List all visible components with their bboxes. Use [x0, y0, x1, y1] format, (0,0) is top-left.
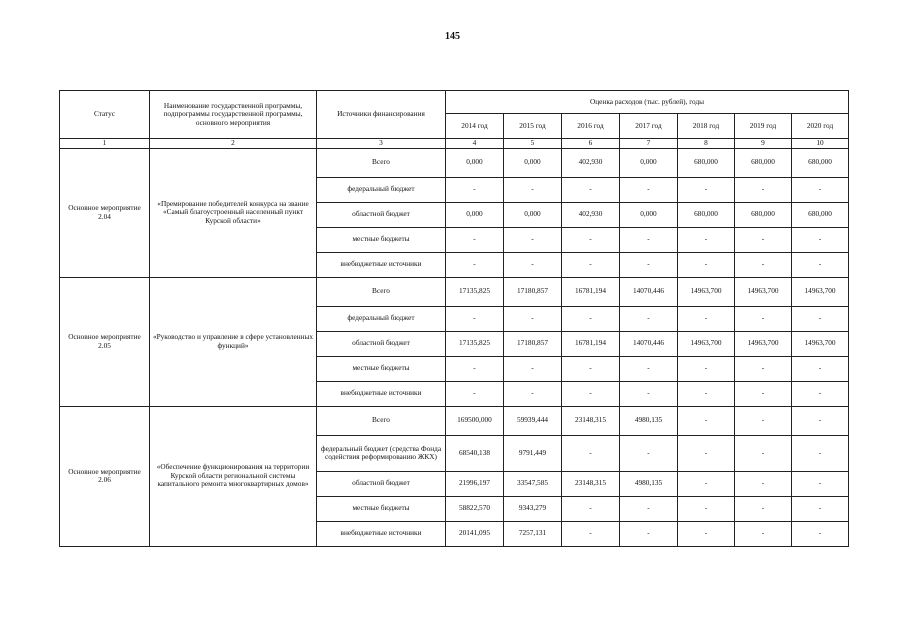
page-number: 145	[445, 31, 460, 42]
value-cell: 16781,194	[562, 331, 620, 356]
value-cell: -	[446, 381, 504, 406]
value-cell: -	[678, 356, 735, 381]
value-cell: -	[792, 496, 849, 521]
value-cell: 680,000	[735, 148, 792, 177]
value-cell: 680,000	[678, 148, 735, 177]
value-cell: -	[620, 381, 678, 406]
value-cell: -	[504, 381, 562, 406]
program-name-cell: «Обеспечение функционирования на территории Курской области региональной системы капитального ремонта многоквартирных домов»	[150, 406, 317, 546]
value-cell: 33547,585	[504, 471, 562, 496]
value-cell: -	[735, 406, 792, 435]
value-cell: 7257,131	[504, 521, 562, 546]
funding-source-cell: областной бюджет	[317, 471, 446, 496]
value-cell: 14963,700	[792, 277, 849, 306]
value-cell: -	[792, 471, 849, 496]
value-cell: -	[792, 521, 849, 546]
status-cell: Основное мероприятие 2.06	[60, 406, 150, 546]
value-cell: -	[678, 306, 735, 331]
value-cell: -	[562, 521, 620, 546]
value-cell: -	[620, 177, 678, 202]
column-number: 4	[446, 139, 504, 149]
header-year: 2017 год	[620, 114, 678, 139]
value-cell: -	[504, 356, 562, 381]
column-numbers-row	[60, 139, 849, 149]
value-cell: 23148,315	[562, 406, 620, 435]
value-cell: 17135,825	[446, 331, 504, 356]
value-cell: 0,000	[446, 202, 504, 227]
value-cell: 17180,857	[504, 331, 562, 356]
funding-source-cell: областной бюджет	[317, 331, 446, 356]
budget-table	[59, 90, 849, 547]
column-number: 8	[678, 139, 735, 149]
value-cell: 14070,446	[620, 277, 678, 306]
value-cell: 169500,000	[446, 406, 504, 435]
value-cell: -	[792, 406, 849, 435]
value-cell: 14963,700	[735, 277, 792, 306]
value-cell: -	[678, 521, 735, 546]
value-cell: -	[562, 177, 620, 202]
value-cell: 14963,700	[678, 277, 735, 306]
value-cell: -	[678, 177, 735, 202]
value-cell: -	[735, 471, 792, 496]
value-cell: -	[735, 356, 792, 381]
funding-source-cell: внебюджетные источники	[317, 381, 446, 406]
value-cell: 0,000	[446, 148, 504, 177]
table-row	[60, 277, 849, 306]
value-cell: 680,000	[792, 148, 849, 177]
value-cell: 14963,700	[678, 331, 735, 356]
funding-source-cell: федеральный бюджет (средства Фонда содействия реформированию ЖКХ)	[317, 435, 446, 471]
column-number: 7	[620, 139, 678, 149]
header-status: Статус	[60, 91, 150, 139]
value-cell: -	[678, 471, 735, 496]
column-number: 3	[317, 139, 446, 149]
value-cell: 17135,825	[446, 277, 504, 306]
value-cell: -	[620, 496, 678, 521]
value-cell: 0,000	[620, 148, 678, 177]
value-cell: -	[735, 381, 792, 406]
value-cell: -	[446, 356, 504, 381]
header-year: 2018 год	[678, 114, 735, 139]
funding-source-cell: федеральный бюджет	[317, 306, 446, 331]
value-cell: -	[735, 252, 792, 277]
funding-source-cell: местные бюджеты	[317, 227, 446, 252]
value-cell: -	[562, 496, 620, 521]
value-cell: 402,930	[562, 148, 620, 177]
value-cell: -	[792, 356, 849, 381]
value-cell: 9791,449	[504, 435, 562, 471]
value-cell: 4980,135	[620, 471, 678, 496]
value-cell: -	[792, 227, 849, 252]
value-cell: -	[678, 227, 735, 252]
value-cell: -	[562, 227, 620, 252]
value-cell: -	[735, 496, 792, 521]
header-year: 2015 год	[504, 114, 562, 139]
value-cell: -	[678, 496, 735, 521]
header-year: 2016 год	[562, 114, 620, 139]
value-cell: 21996,197	[446, 471, 504, 496]
value-cell: -	[735, 227, 792, 252]
value-cell: 0,000	[504, 202, 562, 227]
funding-source-cell: внебюджетные источники	[317, 521, 446, 546]
value-cell: -	[504, 252, 562, 277]
value-cell: 14070,446	[620, 331, 678, 356]
value-cell: -	[735, 435, 792, 471]
funding-source-cell: Всего	[317, 277, 446, 306]
funding-source-cell: внебюджетные источники	[317, 252, 446, 277]
value-cell: -	[735, 521, 792, 546]
status-cell: Основное мероприятие 2.04	[60, 148, 150, 277]
value-cell: 0,000	[504, 148, 562, 177]
column-number: 5	[504, 139, 562, 149]
header-row	[60, 91, 849, 114]
column-number: 2	[150, 139, 317, 149]
funding-source-cell: местные бюджеты	[317, 496, 446, 521]
value-cell: -	[620, 306, 678, 331]
column-number: 1	[60, 139, 150, 149]
value-cell: -	[792, 381, 849, 406]
value-cell: -	[735, 177, 792, 202]
status-cell: Основное мероприятие 2.05	[60, 277, 150, 406]
value-cell: -	[562, 356, 620, 381]
value-cell: 58822,570	[446, 496, 504, 521]
value-cell: -	[504, 177, 562, 202]
table-row	[60, 148, 849, 177]
value-cell: -	[678, 381, 735, 406]
value-cell: -	[620, 521, 678, 546]
value-cell: -	[792, 435, 849, 471]
value-cell: 680,000	[792, 202, 849, 227]
value-cell: -	[620, 435, 678, 471]
value-cell: -	[792, 252, 849, 277]
value-cell: -	[735, 306, 792, 331]
value-cell: 680,000	[735, 202, 792, 227]
funding-source-cell: Всего	[317, 148, 446, 177]
value-cell: 402,930	[562, 202, 620, 227]
value-cell: 4980,135	[620, 406, 678, 435]
value-cell: 23148,315	[562, 471, 620, 496]
header-year: 2020 год	[792, 114, 849, 139]
program-name-cell: «Руководство и управление в сфере установленных функций»	[150, 277, 317, 406]
funding-source-cell: Всего	[317, 406, 446, 435]
value-cell: -	[562, 252, 620, 277]
value-cell: -	[562, 381, 620, 406]
value-cell: 9343,279	[504, 496, 562, 521]
value-cell: 16781,194	[562, 277, 620, 306]
value-cell: -	[504, 227, 562, 252]
value-cell: 14963,700	[792, 331, 849, 356]
table-row	[60, 406, 849, 435]
value-cell: 68540,138	[446, 435, 504, 471]
value-cell: -	[620, 356, 678, 381]
value-cell: -	[678, 252, 735, 277]
value-cell: 17180,857	[504, 277, 562, 306]
value-cell: -	[792, 177, 849, 202]
header-expense-estimate: Оценка расходов (тыс. рублей), годы	[446, 91, 849, 114]
header-year: 2019 год	[735, 114, 792, 139]
value-cell: -	[678, 435, 735, 471]
value-cell: 14963,700	[735, 331, 792, 356]
value-cell: 59939,444	[504, 406, 562, 435]
value-cell: -	[446, 252, 504, 277]
column-number: 6	[562, 139, 620, 149]
funding-source-cell: федеральный бюджет	[317, 177, 446, 202]
value-cell: -	[446, 177, 504, 202]
value-cell: -	[620, 227, 678, 252]
value-cell: -	[562, 306, 620, 331]
value-cell: -	[792, 306, 849, 331]
value-cell: -	[620, 252, 678, 277]
funding-source-cell: местные бюджеты	[317, 356, 446, 381]
value-cell: 680,000	[678, 202, 735, 227]
value-cell: -	[446, 306, 504, 331]
program-name-cell: «Премирование победителей конкурса на звание «Самый благоустроенный населенный пункт Курской области»	[150, 148, 317, 277]
value-cell: -	[504, 306, 562, 331]
header-program-name: Наименование государственной программы, подпрограммы государственной программы, основного мероприятия	[150, 91, 317, 139]
column-number: 10	[792, 139, 849, 149]
funding-source-cell: областной бюджет	[317, 202, 446, 227]
value-cell: -	[562, 435, 620, 471]
value-cell: 0,000	[620, 202, 678, 227]
value-cell: 20141,095	[446, 521, 504, 546]
header-year: 2014 год	[446, 114, 504, 139]
value-cell: -	[446, 227, 504, 252]
column-number: 9	[735, 139, 792, 149]
value-cell: -	[678, 406, 735, 435]
header-funding-source: Источники финансирования	[317, 91, 446, 139]
